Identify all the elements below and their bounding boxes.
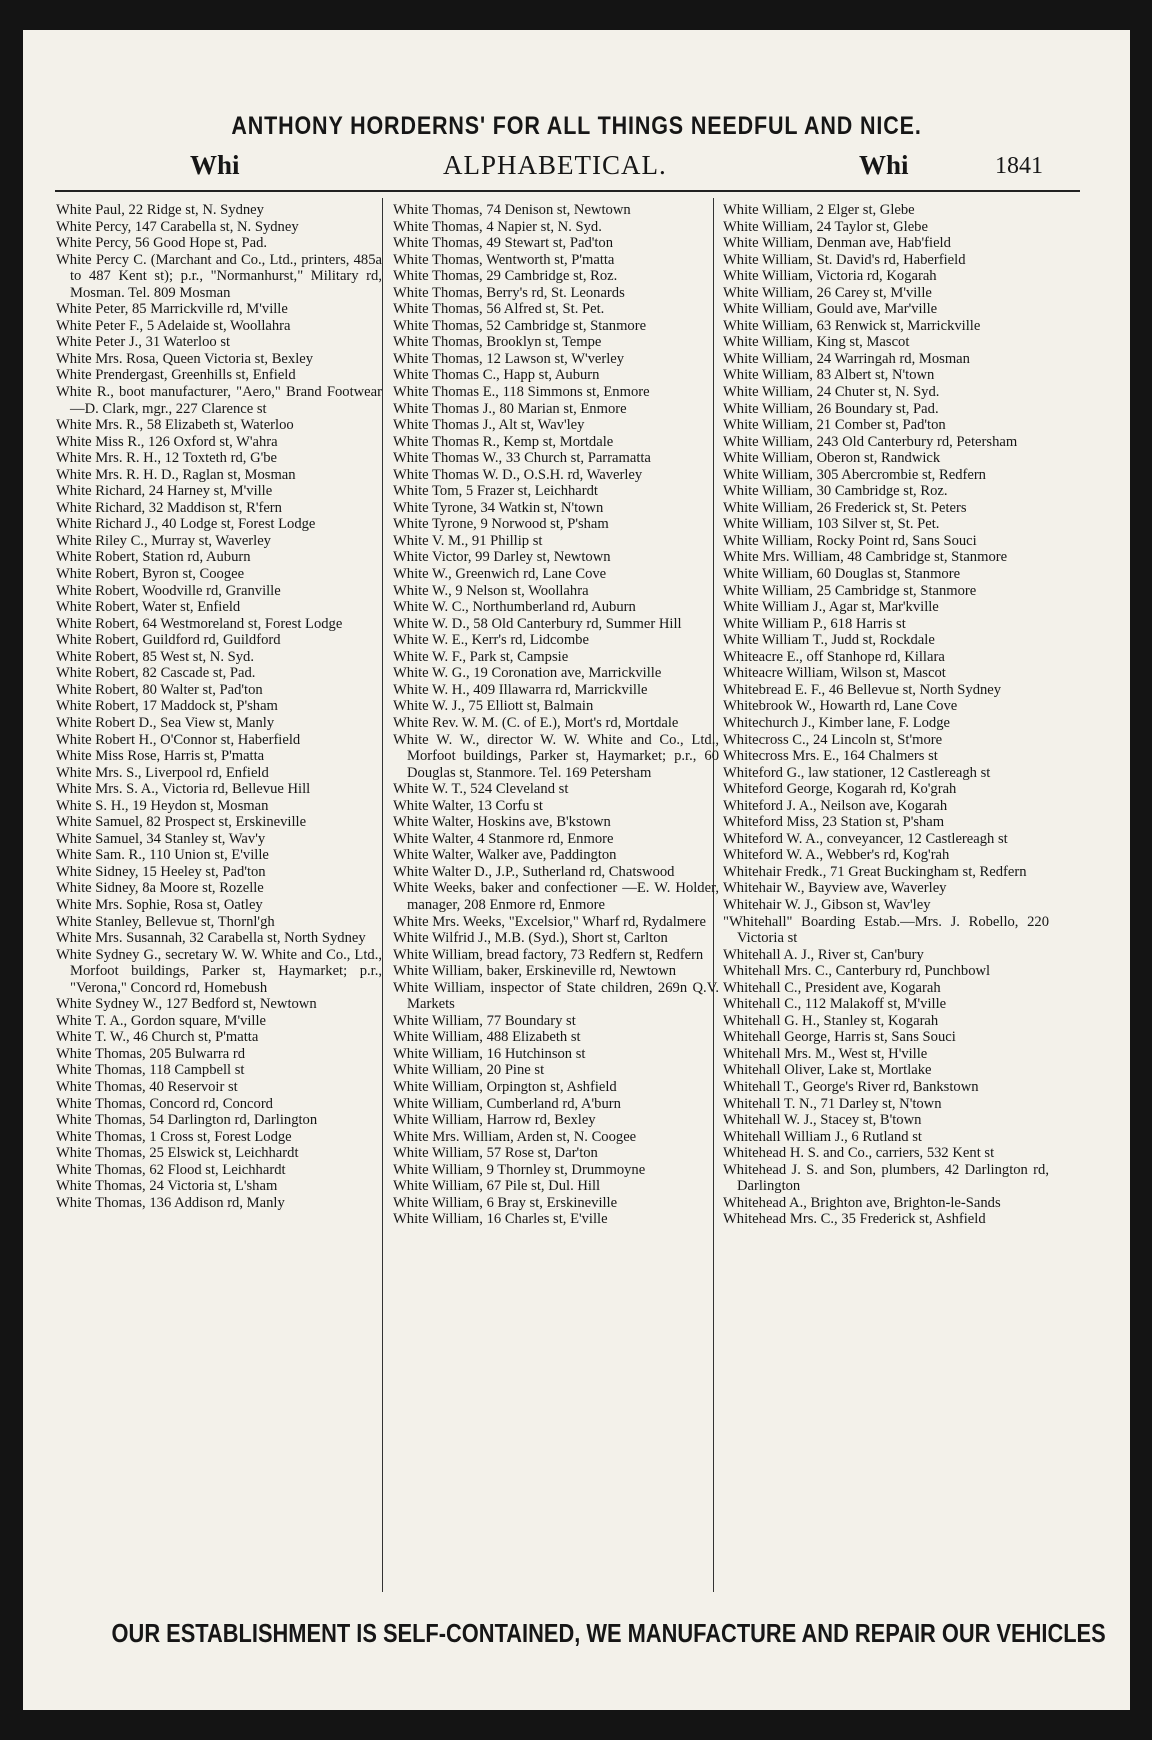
directory-entry: White Thomas, 56 Alfred st, St. Pet.: [393, 301, 605, 318]
advertising-banner: ANTHONY HORDERNS' FOR ALL THINGS NEEDFUL AND NICE.: [231, 112, 922, 140]
directory-entry: White W. F., Park st, Campsie: [393, 648, 569, 665]
directory-entry: Whitehall G. H., Stanley st, Kogarah: [723, 1012, 939, 1029]
directory-entry: Whitehall C., President ave, Kogarah: [723, 979, 941, 996]
directory-entry: White Thomas, 12 Lawson st, W'verley: [393, 350, 625, 367]
directory-entry: White William, 243 Old Canterbury rd, Petersham: [723, 433, 1018, 450]
directory-entry: White Robert, Woodville rd, Granville: [56, 582, 281, 599]
directory-entry: Whitehall Oliver, Lake st, Mortlake: [723, 1062, 932, 1079]
directory-entry: White William, Denman ave, Hab'field: [723, 235, 951, 252]
directory-entry: Whitehall Mrs. C., Canterbury rd, Punchbowl: [723, 963, 991, 980]
directory-entry: White William, 9 Thornley st, Drummoyne: [393, 1161, 646, 1178]
directory-entry: Whiteford George, Kogarah rd, Ko'grah: [723, 781, 957, 798]
directory-entry: White Thomas, 24 Victoria st, L'sham: [56, 1178, 278, 1195]
directory-entry: White Thomas, 52 Cambridge st, Stanmore: [393, 317, 647, 334]
directory-entry: White Thomas, Brooklyn st, Tempe: [393, 334, 602, 351]
directory-entry: White Thomas, 25 Elswick st, Leichhardt: [56, 1145, 299, 1162]
directory-entry: White Thomas, 49 Stewart st, Pad'ton: [393, 235, 614, 252]
directory-entry: White Robert, 17 Maddock st, P'sham: [56, 698, 278, 715]
directory-entry: White William, 305 Abercrombie st, Redfern: [723, 466, 986, 483]
directory-entry: Whitebread E. F., 46 Bellevue st, North Sydney: [723, 681, 1002, 698]
directory-entry: White Thomas J., Alt st, Wav'ley: [393, 417, 585, 434]
directory-entry: White William J., Agar st, Mar'kville: [723, 599, 939, 616]
header-right-guide-word: Whi: [859, 150, 909, 180]
directory-entry: White William, St. David's rd, Haberfield: [723, 251, 966, 268]
directory-entry: White William T., Judd st, Rockdale: [723, 632, 935, 649]
directory-entry: White Tyrone, 34 Watkin st, N'town: [393, 499, 604, 516]
directory-column-1: [56, 202, 382, 1590]
directory-entry: White Richard, 24 Harney st, M'ville: [56, 483, 273, 500]
directory-entry: White William, Harrow rd, Bexley: [393, 1112, 596, 1129]
directory-entry: White Mrs. William, Arden st, N. Coogee: [393, 1128, 637, 1145]
directory-entry: White Thomas W., 33 Church st, Parramatta: [393, 450, 651, 467]
directory-entry: White Percy, 147 Carabella st, N. Sydney: [56, 218, 299, 235]
directory-entry: Whitehall W. J., Stacey st, B'town: [723, 1112, 922, 1129]
directory-entry: White William, bread factory, 73 Redfern st, Redfern: [393, 946, 704, 963]
directory-entry: White Peter, 85 Marrickville rd, M'ville: [56, 301, 288, 318]
directory-entry: White William, 6 Bray st, Erskineville: [393, 1194, 618, 1211]
footer-slogan: OUR ESTABLISHMENT IS SELF-CONTAINED, WE MANUFACTURE AND REPAIR OUR VEHICLES: [111, 1618, 1106, 1648]
directory-entry: White Mrs. William, 48 Cambridge st, Stanmore: [723, 549, 1008, 566]
directory-entry: Whitehair W., Bayview ave, Waverley: [723, 880, 947, 897]
directory-entry: White Samuel, 34 Stanley st, Wav'y: [56, 830, 266, 847]
directory-entry: White Walter, Walker ave, Paddington: [393, 847, 617, 864]
directory-entry: White William, 20 Pine st: [393, 1062, 545, 1079]
directory-entry: Whiteford W. A., conveyancer, 12 Castlereagh st: [723, 830, 1008, 847]
directory-entry: White Mrs. Weeks, "Excelsior," Wharf rd, Rydalmere: [393, 913, 706, 930]
directory-entry: White William, 57 Rose st, Dar'ton: [393, 1145, 598, 1162]
directory-entry: Whitehead H. S. and Co., carriers, 532 Kent st: [723, 1145, 995, 1162]
directory-entry: White William, 24 Chuter st, N. Syd.: [723, 384, 940, 401]
directory-entry: White W., 9 Nelson st, Woollahra: [393, 582, 589, 599]
directory-entry: White Peter F., 5 Adelaide st, Woollahra: [56, 317, 291, 334]
directory-entry: White William, Cumberland rd, A'burn: [393, 1095, 621, 1112]
directory-entry: White Mrs. Susannah, 32 Carabella st, North Sydney: [56, 930, 366, 947]
directory-entry: White William, 24 Warringah rd, Mosman: [723, 350, 970, 367]
directory-entry: White Paul, 22 Ridge st, N. Sydney: [56, 202, 264, 218]
directory-entry: White Walter D., J.P., Sutherland rd, Chatswood: [393, 863, 675, 880]
directory-entry: White William, 24 Taylor st, Glebe: [723, 218, 928, 235]
directory-entry: Whiteacre E., off Stanhope rd, Killara: [723, 648, 945, 665]
directory-entry: White Sidney, 8a Moore st, Rozelle: [56, 880, 264, 897]
directory-entry: White R., boot manufacturer, "Aero," Brand Footwear—D. Clark, mgr., 227 Clarence st: [56, 384, 382, 417]
directory-entry: White Robert, Water st, Enfield: [56, 599, 241, 616]
directory-entry: "Whitehall" Boarding Estab.—Mrs. J. Robello, 220 Victoria st: [723, 913, 1049, 947]
directory-entry: White Thomas, 4 Napier st, N. Syd.: [393, 218, 602, 235]
directory-entry: White William, King st, Mascot: [723, 334, 910, 351]
directory-entry: White Tom, 5 Frazer st, Leichhardt: [393, 483, 598, 500]
directory-entry: White Percy C. (Marchant and Co., Ltd., printers, 485a to 487 Kent st); p.r., "Normanhurst," Military rd, Mosman. Tel. 809 Mosman: [56, 251, 382, 301]
directory-entry: White Robert, 82 Cascade st, Pad.: [56, 665, 256, 682]
directory-entry: White William, 2 Elger st, Glebe: [723, 202, 915, 218]
directory-entry: Whiteford G., law stationer, 12 Castlereagh st: [723, 764, 991, 781]
directory-entry: Whitehall T. N., 71 Darley st, N'town: [723, 1095, 942, 1112]
directory-entry: White Victor, 99 Darley st, Newtown: [393, 549, 611, 566]
directory-entry: White William, 103 Silver st, St. Pet.: [723, 516, 940, 533]
directory-entry: White Thomas, 54 Darlington rd, Darlington: [56, 1112, 318, 1129]
directory-entry: White Tyrone, 9 Norwood st, P'sham: [393, 516, 609, 533]
directory-entry: White William, 63 Renwick st, Marrickville: [723, 317, 981, 334]
directory-column-2: [393, 202, 719, 1590]
directory-entry: Whitehead Mrs. C., 35 Frederick st, Ashfield: [723, 1211, 986, 1228]
directory-entry: White Robert, 80 Walter st, Pad'ton: [56, 681, 263, 698]
directory-entry: White Thomas E., 118 Simmons st, Enmore: [393, 384, 650, 401]
directory-entry: White Riley C., Murray st, Waverley: [56, 532, 271, 549]
directory-entry: White William, 16 Charles st, E'ville: [393, 1211, 608, 1228]
directory-entry: Whitecross C., 24 Lincoln st, St'more: [723, 731, 943, 748]
directory-entry: White Wilfrid J., M.B. (Syd.), Short st, Carlton: [393, 930, 668, 947]
directory-entry: White William, Rocky Point rd, Sans Souci: [723, 532, 977, 549]
directory-entry: White T. A., Gordon square, M'ville: [56, 1012, 267, 1029]
directory-entry: Whitehall William J., 6 Rutland st: [723, 1128, 922, 1145]
directory-entry: White Thomas, 205 Bulwarra rd: [56, 1045, 245, 1062]
directory-entry: White Mrs. R., 58 Elizabeth st, Waterloo: [56, 417, 294, 434]
directory-entry: White Thomas J., 80 Marian st, Enmore: [393, 400, 627, 417]
directory-entry: White William, Victoria rd, Kogarah: [723, 268, 937, 285]
directory-entry: White William, 488 Elizabeth st: [393, 1029, 581, 1046]
directory-entry: White William, baker, Erskineville rd, Newtown: [393, 963, 677, 980]
directory-entry: White Thomas, 40 Reservoir st: [56, 1078, 238, 1095]
directory-entry: White Richard J., 40 Lodge st, Forest Lodge: [56, 516, 316, 533]
directory-entry: White W. E., Kerr's rd, Lidcombe: [393, 632, 589, 649]
directory-entry: White Sidney, 15 Heeley st, Pad'ton: [56, 863, 266, 880]
directory-entry: White William, 60 Douglas st, Stanmore: [723, 566, 961, 583]
directory-entry: White William, 30 Cambridge st, Roz.: [723, 483, 948, 500]
directory-entry: Whitehall A. J., River st, Can'bury: [723, 946, 924, 963]
directory-entry: White William, 25 Cambridge st, Stanmore: [723, 582, 977, 599]
directory-entry: White William, 77 Boundary st: [393, 1012, 576, 1029]
directory-entry: White Robert, Guildford rd, Guildford: [56, 632, 281, 649]
directory-entry: White Thomas, Concord rd, Concord: [56, 1095, 273, 1112]
directory-entry: White W. D., 58 Old Canterbury rd, Summer Hill: [393, 615, 682, 632]
directory-entry: White Thomas, 118 Campbell st: [56, 1062, 245, 1079]
directory-entry: Whitecross Mrs. E., 164 Chalmers st: [723, 748, 938, 765]
directory-entry: Whiteford J. A., Neilson ave, Kogarah: [723, 797, 948, 814]
directory-entry: White William, 26 Frederick st, St. Peters: [723, 499, 967, 516]
directory-entry: White Mrs. S. A., Victoria rd, Bellevue Hill: [56, 781, 311, 798]
directory-entry: White Thomas, Berry's rd, St. Leonards: [393, 284, 625, 301]
directory-entry: White William, 67 Pile st, Dul. Hill: [393, 1178, 601, 1195]
directory-entry: White Peter J., 31 Waterloo st: [56, 334, 231, 351]
directory-entry: White W. J., 75 Elliott st, Balmain: [393, 698, 594, 715]
page-number: 1841: [995, 153, 1043, 179]
directory-entry: White Sam. R., 110 Union st, E'ville: [56, 847, 269, 864]
directory-entry: White T. W., 46 Church st, P'matta: [56, 1029, 259, 1046]
directory-entry: White William, 16 Hutchinson st: [393, 1045, 586, 1062]
directory-entry: White Walter, 13 Corfu st: [393, 797, 543, 814]
directory-entry: White William, inspector of State children, 269n Q.V. Markets: [393, 979, 719, 1013]
header-section-title: ALPHABETICAL.: [443, 150, 667, 180]
directory-entry: White Thomas, 29 Cambridge st, Roz.: [393, 268, 618, 285]
directory-entry: Whiteford W. A., Webber's rd, Kog'rah: [723, 847, 950, 864]
directory-entry: White William, Gould ave, Mar'ville: [723, 301, 938, 318]
directory-entry: White Walter, 4 Stanmore rd, Enmore: [393, 830, 614, 847]
directory-entry: Whitehead J. S. and Son, plumbers, 42 Darlington rd, Darlington: [723, 1161, 1049, 1195]
directory-entry: Whitehall C., 112 Malakoff st, M'ville: [723, 996, 947, 1013]
directory-entry: White William P., 618 Harris st: [723, 615, 906, 632]
directory-entry: Whitehead A., Brighton ave, Brighton-le-Sands: [723, 1194, 1001, 1211]
directory-entry: White W. G., 19 Coronation ave, Marrickville: [393, 665, 662, 682]
directory-entry: Whitehall T., George's River rd, Bankstown: [723, 1078, 979, 1095]
directory-entry: White Thomas, 62 Flood st, Leichhardt: [56, 1161, 286, 1178]
directory-entry: White Mrs. Sophie, Rosa st, Oatley: [56, 896, 263, 913]
directory-entry: White W. T., 524 Cleveland st: [393, 781, 569, 798]
directory-entry: White Samuel, 82 Prospect st, Erskineville: [56, 814, 307, 831]
directory-entry: White William, 26 Boundary st, Pad.: [723, 400, 939, 417]
directory-entry: White W., Greenwich rd, Lane Cove: [393, 566, 607, 583]
directory-entry: White Thomas, 74 Denison st, Newtown: [393, 202, 631, 218]
directory-entry: White William, Oberon st, Randwick: [723, 450, 941, 467]
directory-entry: White Richard, 32 Maddison st, R'fern: [56, 499, 282, 516]
directory-entry: Whitechurch J., Kimber lane, F. Lodge: [723, 714, 950, 731]
directory-entry: White Robert, Byron st, Coogee: [56, 566, 245, 583]
directory-entry: White William, 21 Comber st, Pad'ton: [723, 417, 946, 434]
directory-page: [23, 30, 1130, 1710]
directory-entry: White Mrs. R. H. D., Raglan st, Mosman: [56, 466, 296, 483]
directory-entry: White W. H., 409 Illawarra rd, Marrickville: [393, 681, 648, 698]
directory-entry: White William, Orpington st, Ashfield: [393, 1078, 617, 1095]
directory-entry: White Miss R., 126 Oxford st, W'ahra: [56, 433, 278, 450]
directory-entry: White Robert, 64 Westmoreland st, Forest Lodge: [56, 615, 343, 632]
directory-entry: White V. M., 91 Phillip st: [393, 532, 543, 549]
directory-entry: White Mrs. Rosa, Queen Victoria st, Bexley: [56, 350, 314, 367]
directory-entry: White William, 83 Albert st, N'town: [723, 367, 935, 384]
directory-entry: Whiteford Miss, 23 Station st, P'sham: [723, 814, 945, 831]
directory-entry: White Percy, 56 Good Hope st, Pad.: [56, 235, 268, 252]
directory-entry: White Weeks, baker and confectioner —E. W. Holder, manager, 208 Enmore rd, Enmore: [393, 880, 719, 913]
directory-entry: White Sydney W., 127 Bedford st, Newtown: [56, 996, 317, 1013]
directory-entry: Whitebrook W., Howarth rd, Lane Cove: [723, 698, 958, 715]
directory-entry: White W. C., Northumberland rd, Auburn: [393, 599, 636, 616]
header-left-guide-word: Whi: [190, 150, 240, 180]
directory-entry: Whiteacre William, Wilson st, Mascot: [723, 665, 946, 682]
directory-entry: White Mrs. R. H., 12 Toxteth rd, G'be: [56, 450, 278, 467]
directory-entry: White William, 26 Carey st, M'ville: [723, 284, 932, 301]
directory-entry: White Thomas W. D., O.S.H. rd, Waverley: [393, 466, 643, 483]
directory-entry: Whitehall George, Harris st, Sans Souci: [723, 1029, 956, 1046]
directory-entry: White Robert D., Sea View st, Manly: [56, 714, 275, 731]
directory-entry: Whitehall Mrs. M., West st, H'ville: [723, 1045, 928, 1062]
directory-entry: White Rev. W. M. (C. of E.), Mort's rd, Mortdale: [393, 714, 679, 731]
directory-entry: White Mrs. S., Liverpool rd, Enfield: [56, 764, 269, 781]
directory-entry: White Robert, 85 West st, N. Syd.: [56, 648, 254, 665]
directory-entry: White Prendergast, Greenhills st, Enfield: [56, 367, 296, 384]
directory-entry: Whitehair Fredk., 71 Great Buckingham st, Redfern: [723, 863, 1027, 880]
directory-entry: White Thomas, Wentworth st, P'matta: [393, 251, 615, 268]
column-divider: [382, 198, 383, 1592]
directory-entry: White Thomas C., Happ st, Auburn: [393, 367, 600, 384]
header-rule: [55, 190, 1080, 192]
directory-entry: White S. H., 19 Heydon st, Mosman: [56, 797, 269, 814]
directory-entry: White Thomas, 136 Addison rd, Manly: [56, 1194, 285, 1211]
directory-column-3: [723, 202, 1049, 1590]
directory-entry: White Thomas, 1 Cross st, Forest Lodge: [56, 1128, 292, 1145]
directory-entry: White Robert H., O'Connor st, Haberfield: [56, 731, 301, 748]
directory-entry: White Stanley, Bellevue st, Thornl'gh: [56, 913, 275, 930]
directory-entry: Whitehair W. J., Gibson st, Wav'ley: [723, 896, 931, 913]
directory-entry: White Thomas R., Kemp st, Mortdale: [393, 433, 614, 450]
directory-entry: White W. W., director W. W. White and Co., Ltd., Morfoot buildings, Parker st, Haymarket; p.r., 60 Douglas st, Stanmore. Tel. 169 Petersham: [393, 731, 719, 781]
directory-entry: White Robert, Station rd, Auburn: [56, 549, 251, 566]
directory-entry: White Sydney G., secretary W. W. White and Co., Ltd., Morfoot buildings, Parker st, Haymarket; p.r., "Verona," Concord rd, Homebush: [56, 946, 382, 996]
directory-entry: White Walter, Hoskins ave, B'kstown: [393, 814, 611, 831]
directory-entry: White Miss Rose, Harris st, P'matta: [56, 748, 265, 765]
